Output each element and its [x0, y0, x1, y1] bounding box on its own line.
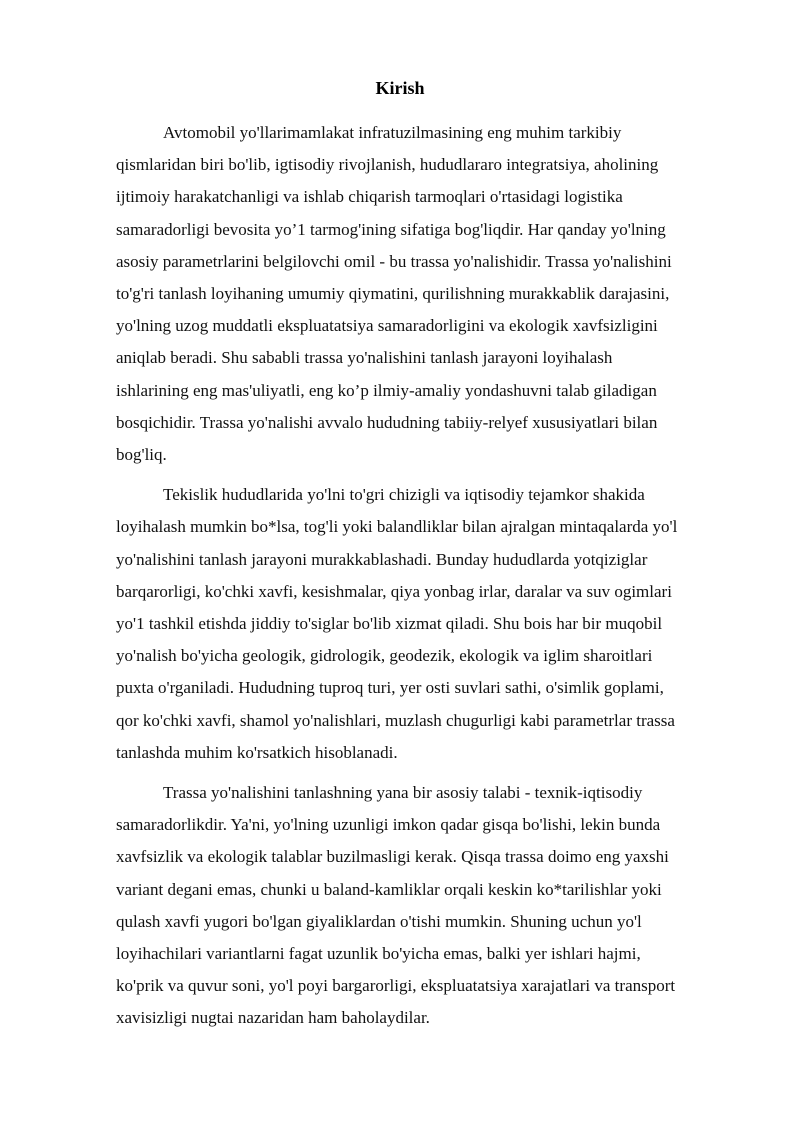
text-line: qulash xavfi yugori bo'lgan giyaliklardan o'tishi mumkin. Shuning uchun yo'l	[116, 911, 642, 931]
document-body	[116, 117, 738, 1043]
text-line: samaradorlikdir. Ya'ni, yo'lning uzunligi imkon qadar gisqa bo'lishi, lekin bunda	[116, 815, 661, 835]
text-line: bog'liq.	[116, 445, 167, 465]
text-line: Trassa yo'nalishini tanlashning yana bir asosiy talabi - texnik-iqtisodiy	[163, 783, 643, 803]
text-line: Tekislik hududlarida yo'lni to'gri chizigli va iqtisodiy tejamkor shakida	[163, 485, 645, 505]
text-line: loyihalash mumkin bo*lsa, tog'li yoki balandliklar bilan ajralgan mintaqalarda yo'l	[116, 517, 678, 537]
text-line: to'g'ri tanlash loyihaning umumiy qiymatini, qurilishning murakkablik darajasini,	[116, 284, 670, 304]
text-line: aniqlab beradi. Shu sababli trassa yo'nalishini tanlash jarayoni loyihalash	[116, 348, 613, 368]
text-line: puxta o'rganiladi. Hududning tuproq turi, yer osti suvlari sathi, o'simlik goplami,	[116, 678, 664, 698]
paragraph-3	[116, 777, 738, 1035]
text-line: bosqichidir. Trassa yo'nalishi avvalo hududning tabiiy-relyef xususiyatlari bilan	[116, 412, 658, 432]
text-line: ko'prik va quvur soni, yo'l poyi bargarorligi, ekspluatatsiya xarajatlari va transport	[116, 976, 676, 996]
text-line: qismlaridan biri bo'lib, igtisodiy rivojlanish, hududlararo integratsiya, aholining	[116, 155, 659, 175]
paragraph-2	[116, 479, 738, 769]
text-line: xavfsizlik va ekologik talablar buzilmasligi kerak. Qisqa trassa doimo eng yaxshi	[116, 847, 669, 867]
text-line: yo'1 tashkil etishda jiddiy to'siglar bo'lib xizmat qiladi. Shu bois har bir muqobil	[116, 614, 663, 634]
text-line: qor ko'chki xavfi, shamol yo'nalishlari, muzlash chugurligi kabi parametrlar trassa	[116, 710, 675, 730]
text-line: Avtomobil yo'llarimamlakat infratuzilmasining eng muhim tarkibiy	[163, 123, 622, 142]
text-line: yo'nalishini tanlash jarayoni murakkablashadi. Bunday hududlarda yotqiziglar	[116, 549, 648, 569]
page-title: Kirish	[375, 78, 425, 98]
text-line: yo'nalish bo'yicha geologik, gidrologik, geodezik, ekologik va iglim sharoitlari	[116, 646, 653, 666]
text-line: barqarorligi, ko'chki xavfi, kesishmalar, qiya yonbag irlar, daralar va suv ogimlari	[116, 581, 672, 601]
text-line: ijtimoiy harakatchanligi va ishlab chiqarish tarmoqlari o'rtasidagi logistika	[116, 187, 623, 207]
text-line: loyihachilari variantlarni fagat uzunlik bo'yicha emas, balki yer ishlari hajmi,	[116, 944, 641, 964]
text-line: asosiy parametrlarini belgilovchi omil - bu trassa yo'nalishidir. Trassa yo'nalishini	[116, 251, 672, 271]
text-line: yo'lning uzog muddatli ekspluatatsiya samaradorligini va ekologik xavfsizligini	[116, 316, 658, 336]
text-line: samaradorligi bevosita yo’1 tarmog'ining sifatiga bog'liqdir. Har qanday yo'lning	[116, 219, 666, 239]
paragraph-1	[116, 117, 738, 471]
text-line: variant degani emas, chunki u baland-kamliklar orqali keskin ko*tarilishlar yoki	[116, 879, 662, 899]
text-line: ishlarining eng mas'uliyatli, eng ko’p ilmiy-amaliy yondashuvni talab giladigan	[116, 380, 657, 400]
text-line: xavisizligi nugtai nazaridan ham baholaydilar.	[116, 1008, 430, 1028]
text-line: tanlashda muhim ko'rsatkich hisoblanadi.	[116, 742, 398, 762]
